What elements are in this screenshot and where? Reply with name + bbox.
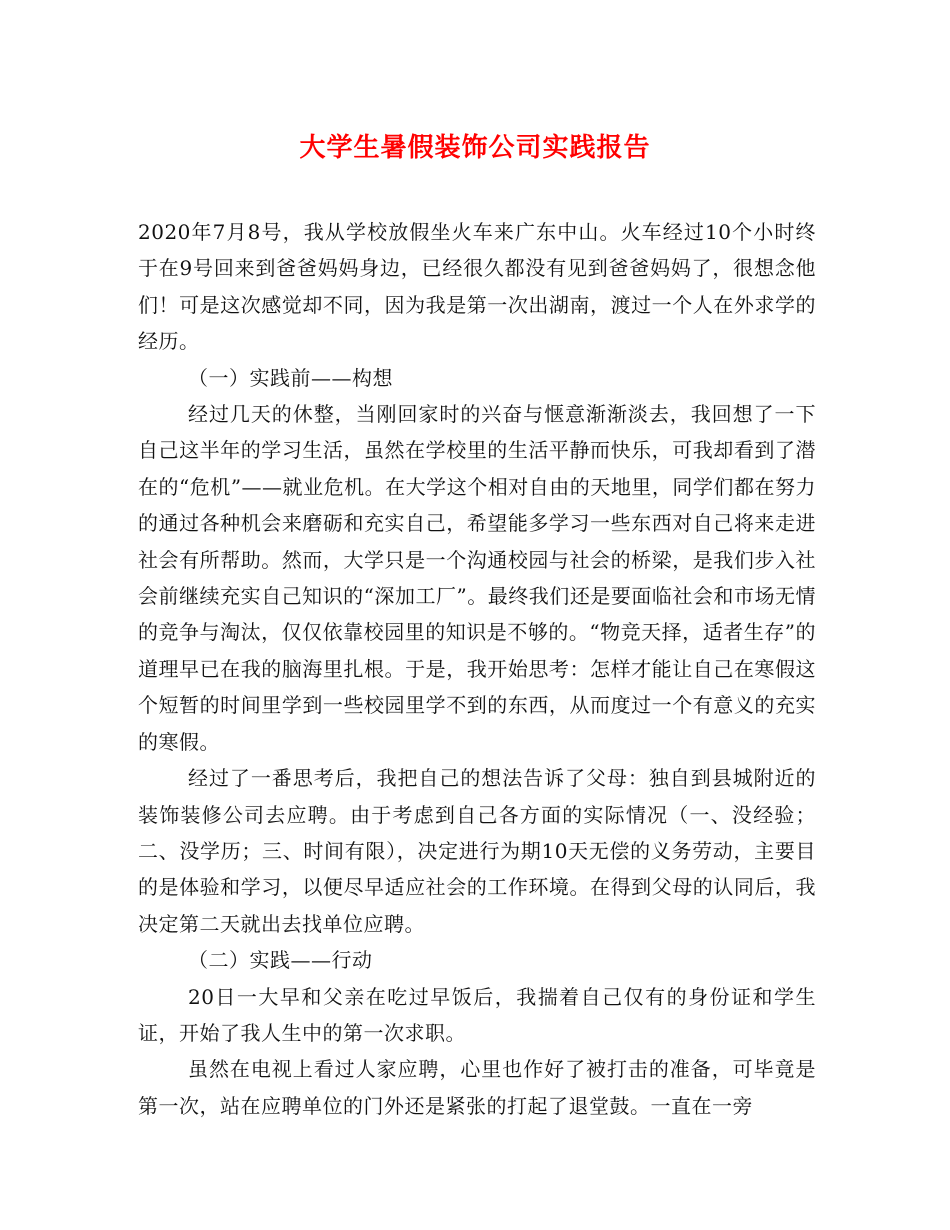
paragraph-job-search-start: 20日一大早和父亲在吃过早饭后，我揣着自己仅有的身份证和学生证，开始了我人生中的第一次求职。	[138, 984, 816, 1045]
section-heading-practice-action: （二）实践——行动	[188, 948, 373, 973]
paragraph-reflection: 经过几天的休整，当刚回家时的兴奋与惬意渐渐淡去，我回想了一下自己这半年的学习生活，虽然在学校里的生活平静而快乐，可我却看到了潜在的“危机”——就业危机。在大学这个相对自由的天地里，同学们都在努力的通过各种机会来磨砺和充实自己，希望能多学习一些东西对自己将来走进社会有所帮助。然而，大学只是一个沟通校园与社会的桥梁，是我们步入社会前继续充实自己知识的“深加工厂”。最终我们还是要面临社会和市场无情的竞争与淘汰，仅仅依靠校园里的知识是不够的。“物竞天择，适者生存”的道理早已在我的脑海里扎根。于是，我开始思考：怎样才能让自己在寒假这个短暂的时间里学到一些校园里学不到的东西，从而度过一个有意义的充实的寒假。	[138, 402, 816, 754]
paragraph-intro: 2020年7月8号，我从学校放假坐火车来广东中山。火车经过10个小时终于在9号回来到爸爸妈妈身边，已经很久都没有见到爸爸妈妈了，很想念他们！可是这次感觉却不同，因为我是第一次出湖南，渡过一个人在外求学的经历。	[138, 220, 816, 354]
section-heading-before-practice: （一）实践前——构想	[188, 365, 393, 390]
document-body	[138, 214, 816, 1124]
paragraph-decision: 经过了一番思考后，我把自己的想法告诉了父母：独自到县城附近的装饰装修公司去应聘。由于考虑到自己各方面的实际情况（一、没经验；二、没学历；三、时间有限），决定进行为期10天无偿的义务劳动，主要目的是体验和学习，以便尽早适应社会的工作环境。在得到父母的认同后，我决定第二天就出去找单位应聘。	[138, 766, 816, 936]
document-title: 大学生暑假装饰公司实践报告	[299, 133, 651, 163]
paragraph-interview-nerves: 虽然在电视上看过人家应聘，心里也作好了被打击的准备，可毕竟是第一次，站在应聘单位的门外还是紧张的打起了退堂鼓。一直在一旁	[138, 1057, 816, 1118]
